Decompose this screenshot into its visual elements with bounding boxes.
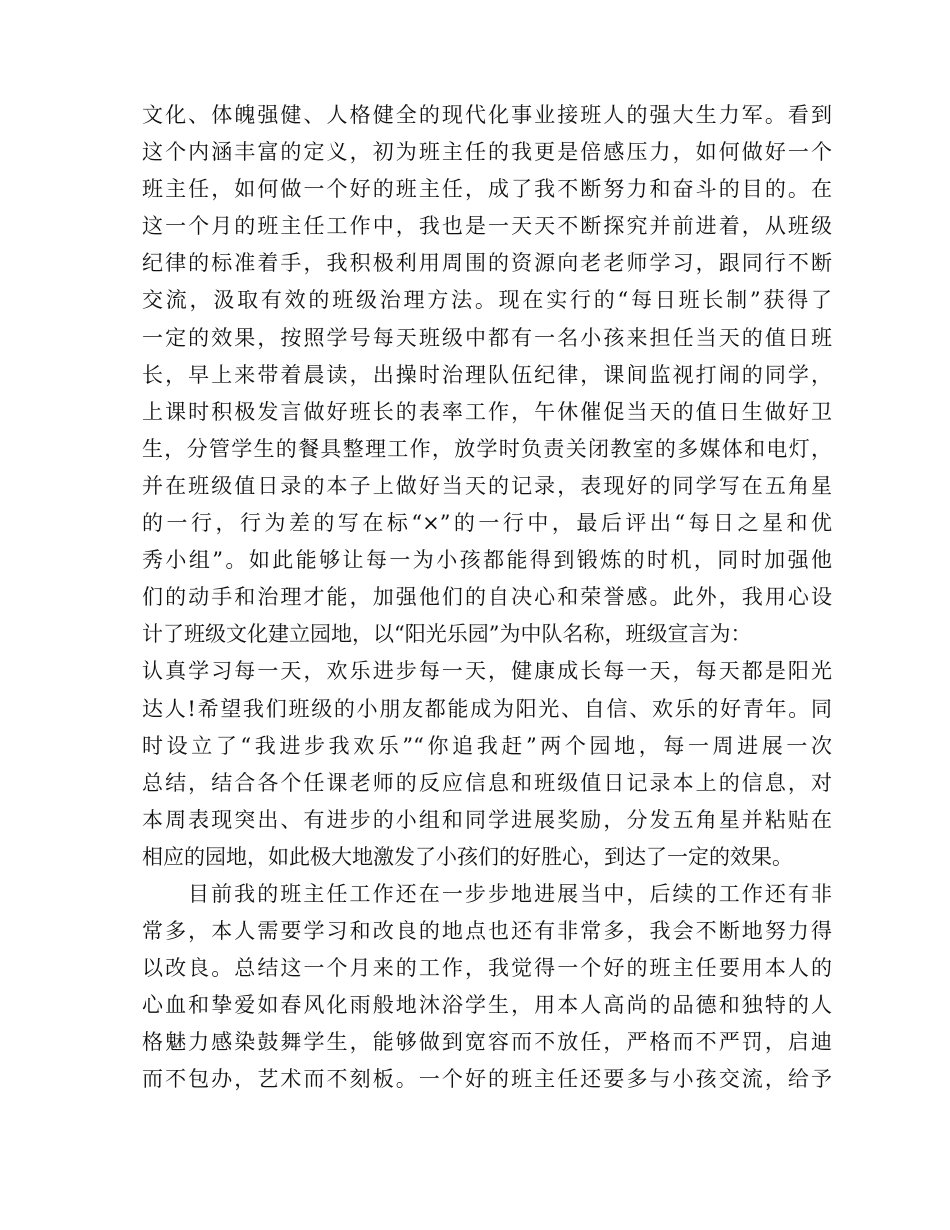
text-line: 以改良。总结这一个月来的工作，我觉得一个好的班主任要用本人的 [142, 956, 832, 981]
text-line: 班主任，如何做一个好的班主任，成了我不断努力和奋斗的目的。在 [142, 177, 832, 202]
text-line: 一定的效果，按照学号每天班级中都有一名小孩来担任当天的值日班 [142, 325, 832, 350]
text-line: 格魅力感染鼓舞学生，能够做到宽容而不放任，严格而不严罚，启迪 [142, 1030, 832, 1055]
text-line: 文化、体魄强健、人格健全的现代化事业接班人的强大生力军。看到 [142, 103, 832, 127]
text-line: 达人!希望我们班级的小朋友都能成为阳光、自信、欢乐的好青年。同 [142, 696, 832, 721]
text-line: 本周表现突出、有进步的小组和同学进展奖励，分发五角星并粘贴在 [142, 807, 832, 832]
document-body [142, 97, 832, 1099]
text-line: 常多，本人需要学习和改良的地点也还有非常多，我会不断地努力得 [142, 919, 832, 944]
text-line: 时设立了“我进步我欢乐”“你追我赶”两个园地，每一周进展一次 [142, 733, 832, 758]
paragraph-end-line: 相应的园地，如此极大地激发了小孩们的好胜心，到达了一定的效果。 [142, 844, 793, 869]
text-line: 总结，结合各个任课老师的反应信息和班级值日记录本上的信息，对 [142, 770, 832, 795]
text-line: 这个内涵丰富的定义，初为班主任的我更是倍感压力，如何做好一个 [142, 140, 832, 165]
text-line: 的一行，行为差的写在标“×”的一行中，最后评出“每日之星和优 [142, 511, 832, 536]
text-line: 认真学习每一天，欢乐进步每一天，健康成长每一天，每天都是阳光 [142, 659, 832, 684]
paragraph-start-line: 目前我的班主任工作还在一步步地进展当中，后续的工作还有非 [188, 881, 832, 906]
text-line: 这一个月的班主任工作中，我也是一天天不断探究并前进着，从班级 [142, 214, 832, 239]
text-line: 上课时积极发言做好班长的表率工作，午休催促当天的值日生做好卫 [142, 399, 832, 424]
text-line: 并在班级值日录的本子上做好当天的记录，表现好的同学写在五角星 [142, 473, 832, 498]
text-line: 计了班级文化建立园地，以“阳光乐园”为中队名称，班级宣言为： [142, 622, 752, 647]
text-line: 长，早上来带着晨读，出操时治理队伍纪律，课间监视打闹的同学， [142, 362, 832, 387]
text-line: 秀小组”。如此能够让每一为小孩都能得到锻炼的时机，同时加强他 [142, 548, 832, 573]
text-line: 们的动手和治理才能，加强他们的自决心和荣誉感。此外，我用心设 [142, 585, 832, 610]
text-line: 生，分管学生的餐具整理工作，放学时负责关闭教室的多媒体和电灯， [142, 436, 832, 461]
text-line: 交流，汲取有效的班级治理方法。现在实行的“每日班长制”获得了 [142, 288, 832, 313]
text-line: 心血和挚爱如春风化雨般地沐浴学生，用本人高尚的品德和独特的人 [142, 993, 832, 1018]
text-line: 纪律的标准着手，我积极利用周围的资源向老老师学习，跟同行不断 [142, 251, 832, 276]
text-line: 而不包办，艺术而不刻板。一个好的班主任还要多与小孩交流，给予 [142, 1067, 832, 1092]
